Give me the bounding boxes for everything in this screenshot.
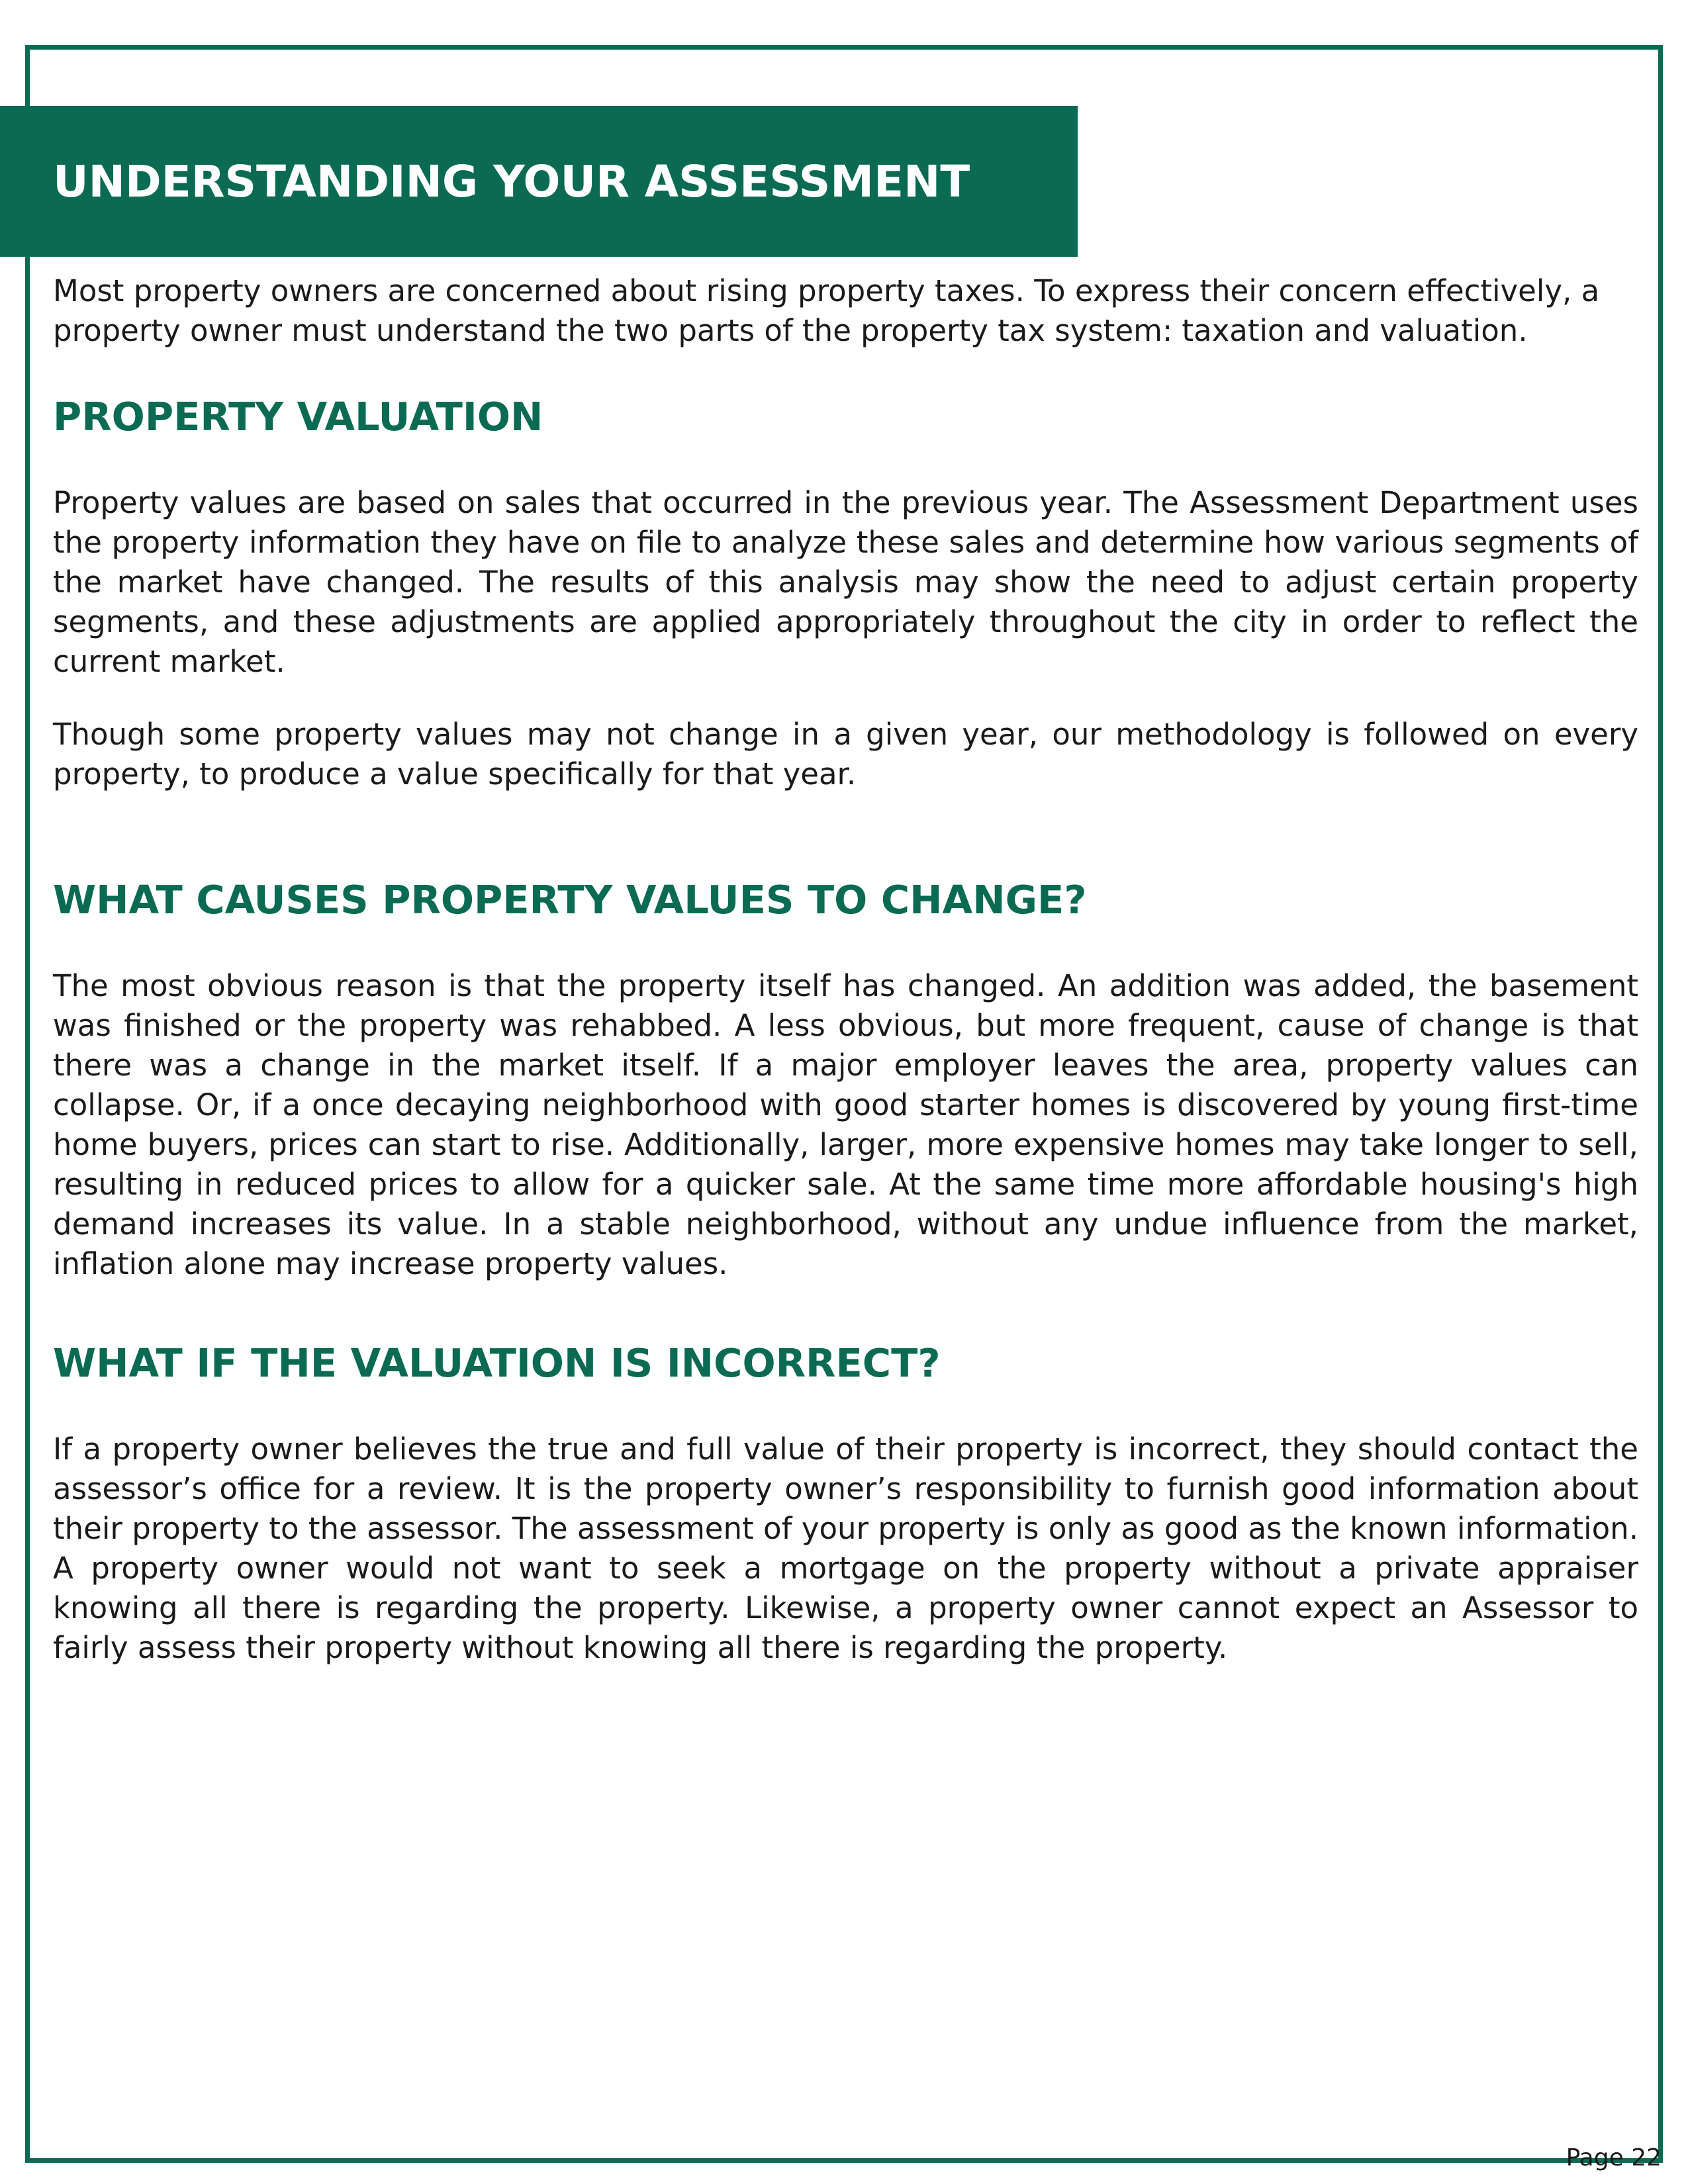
section-paragraph: The most obvious reason is that the property itself has changed. An addition was added, the basement was finished or the property was rehabbed. A less obvious, but more frequent, cause of change is that there was a change in the market itself. If a major employer leaves the area, property values can collapse. Or, if a once decaying neighborhood with good starter homes is discovered by young first-time home buyers, prices can start to rise. Additionally, larger, more expensive homes may take longer to sell, resulting in reduced prices to allow for a quicker sale. At the same time more affordable housing's high demand increases its value. In a stable neighborhood, without any undue influence from the market, inflation alone may increase property values.	[53, 968, 1638, 1281]
section-heading-incorrect-valuation: WHAT IF THE VALUATION IS INCORRECT?	[53, 1340, 941, 1386]
section-paragraph: Property values are based on sales that occurred in the previous year. The Assessment Department uses the property information they have on file to analyze these sales and determine how various segments of the market have changed. The results of this analysis may show the need to adjust certain property segments, and these adjustments are applied appropriately throughout the city in order to reflect the current market.	[53, 485, 1638, 679]
intro-paragraph: Most property owners are concerned about rising property taxes. To express their concern effectively, a property owner must understand the two parts of the property tax system: taxation and valuation.	[53, 273, 1600, 348]
section-paragraph: Though some property values may not change in a given year, our methodology is followed on every property, to produce a value specifically for that year.	[53, 717, 1638, 792]
section-paragraph: If a property owner believes the true and full value of their property is incorrect, they should contact the assessor’s office for a review. It is the property owner’s responsibility to furnish good information about their property to the assessor. The assessment of your property is only as good as the known information. A property owner would not want to seek a mortgage on the property without a private appraiser knowing all there is regarding the property. Likewise, a property owner cannot expect an Assessor to fairly assess their property without knowing all there is regarding the property.	[53, 1432, 1638, 1665]
document-body	[53, 271, 1638, 1668]
page-title: UNDERSTANDING YOUR ASSESSMENT	[53, 156, 970, 207]
section-heading-value-changes: WHAT CAUSES PROPERTY VALUES TO CHANGE?	[53, 877, 1087, 923]
page-number: Page 22	[1566, 2144, 1662, 2171]
section-heading-property-valuation: PROPERTY VALUATION	[53, 394, 543, 439]
